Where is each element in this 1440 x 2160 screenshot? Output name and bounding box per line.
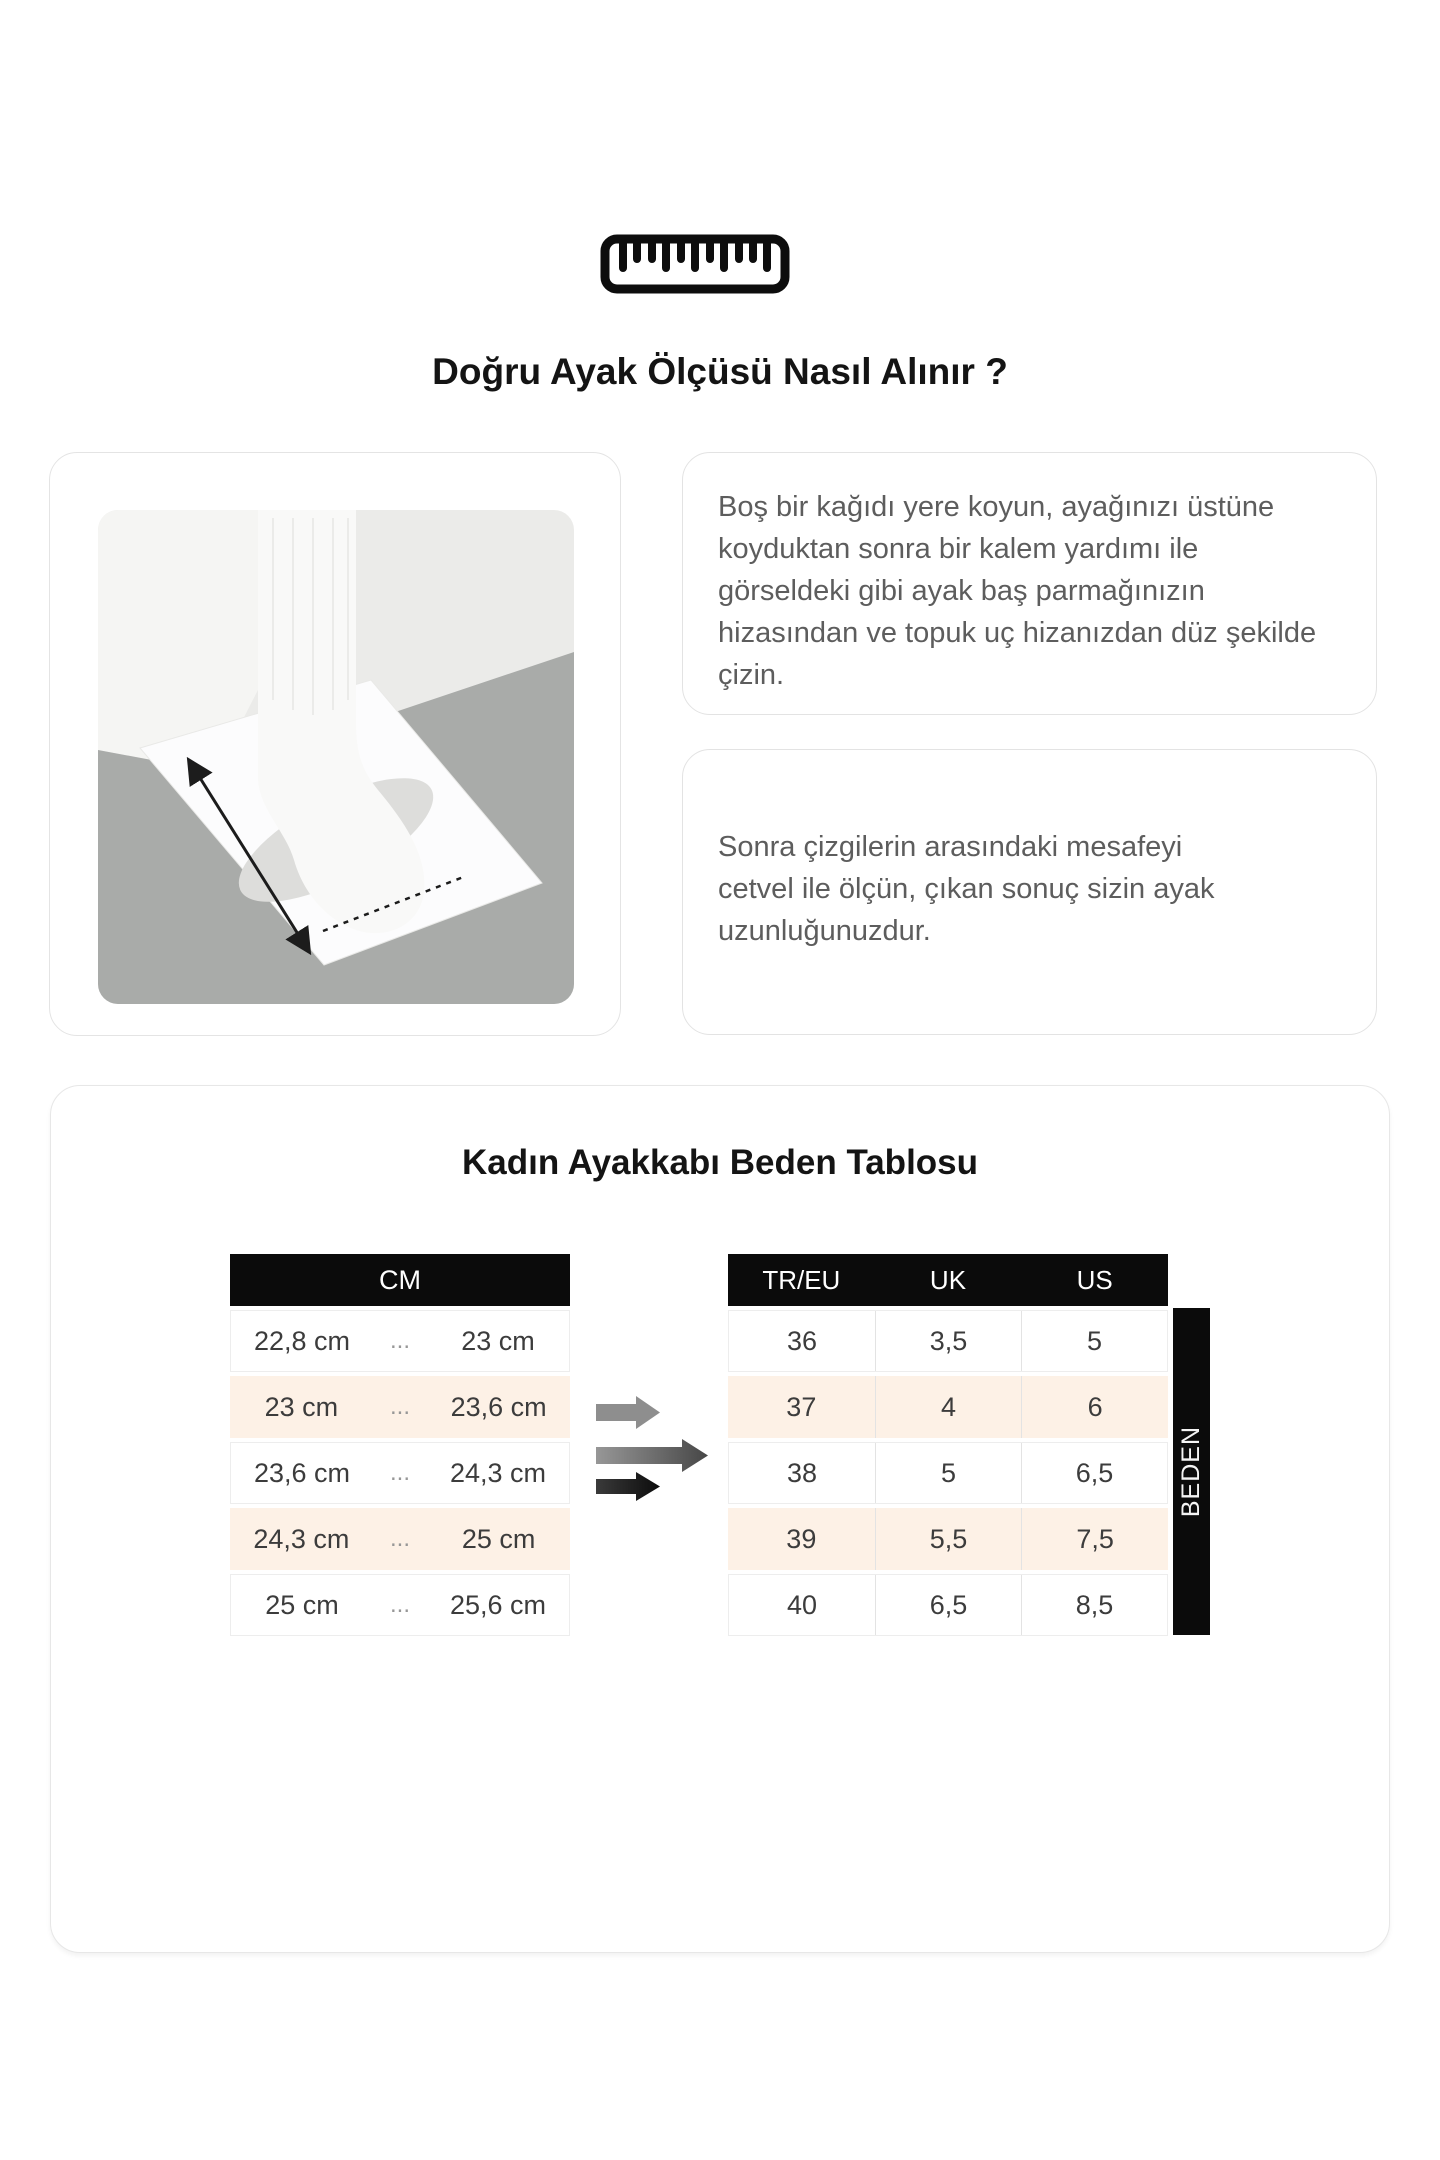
table-row: 39 5,5 7,5 (728, 1508, 1168, 1570)
cm-table (230, 1254, 570, 1636)
beden-vertical-label: BEDEN (1173, 1308, 1210, 1635)
foot-measurement-photo (98, 510, 574, 1004)
instruction-step-2: Sonra çizgilerin arasındaki mesafeyi cetvel ile ölçün, çıkan sonuç sizin ayak uzunluğunuzdur. (718, 831, 1215, 947)
ruler-icon (600, 234, 790, 294)
measurement-photo-card (49, 452, 621, 1036)
table-row: 24,3 cm ... 25 cm (230, 1508, 570, 1570)
table-row: 36 3,5 5 (728, 1310, 1168, 1372)
intl-size-table-header: TR/EU UK US (728, 1254, 1168, 1306)
transfer-arrows-icon (596, 1394, 710, 1504)
table-row: 25 cm ... 25,6 cm (230, 1574, 570, 1636)
intl-size-table (728, 1254, 1168, 1636)
instruction-box-2 (682, 749, 1377, 1035)
instruction-step-1: Boş bir kağıdı yere koyun, ayağınızı üstüne koyduktan sonra bir kalem yardımı ile görseldeki gibi ayak baş parmağınızın hizasından ve topuk uç hizanızdan düz şekilde çizin. (718, 491, 1317, 691)
table-row: 37 4 6 (728, 1376, 1168, 1438)
table-row: 23,6 cm ... 24,3 cm (230, 1442, 570, 1504)
table-row: 22,8 cm ... 23 cm (230, 1310, 570, 1372)
page-title: Doğru Ayak Ölçüsü Nasıl Alınır ? (432, 351, 1008, 392)
size-chart-title: Kadın Ayakkabı Beden Tablosu (461, 1143, 979, 1182)
instruction-box-1 (682, 452, 1377, 715)
table-row: 40 6,5 8,5 (728, 1574, 1168, 1636)
table-row: 38 5 6,5 (728, 1442, 1168, 1504)
cm-table-header: CM (230, 1254, 570, 1306)
table-row: 23 cm ... 23,6 cm (230, 1376, 570, 1438)
